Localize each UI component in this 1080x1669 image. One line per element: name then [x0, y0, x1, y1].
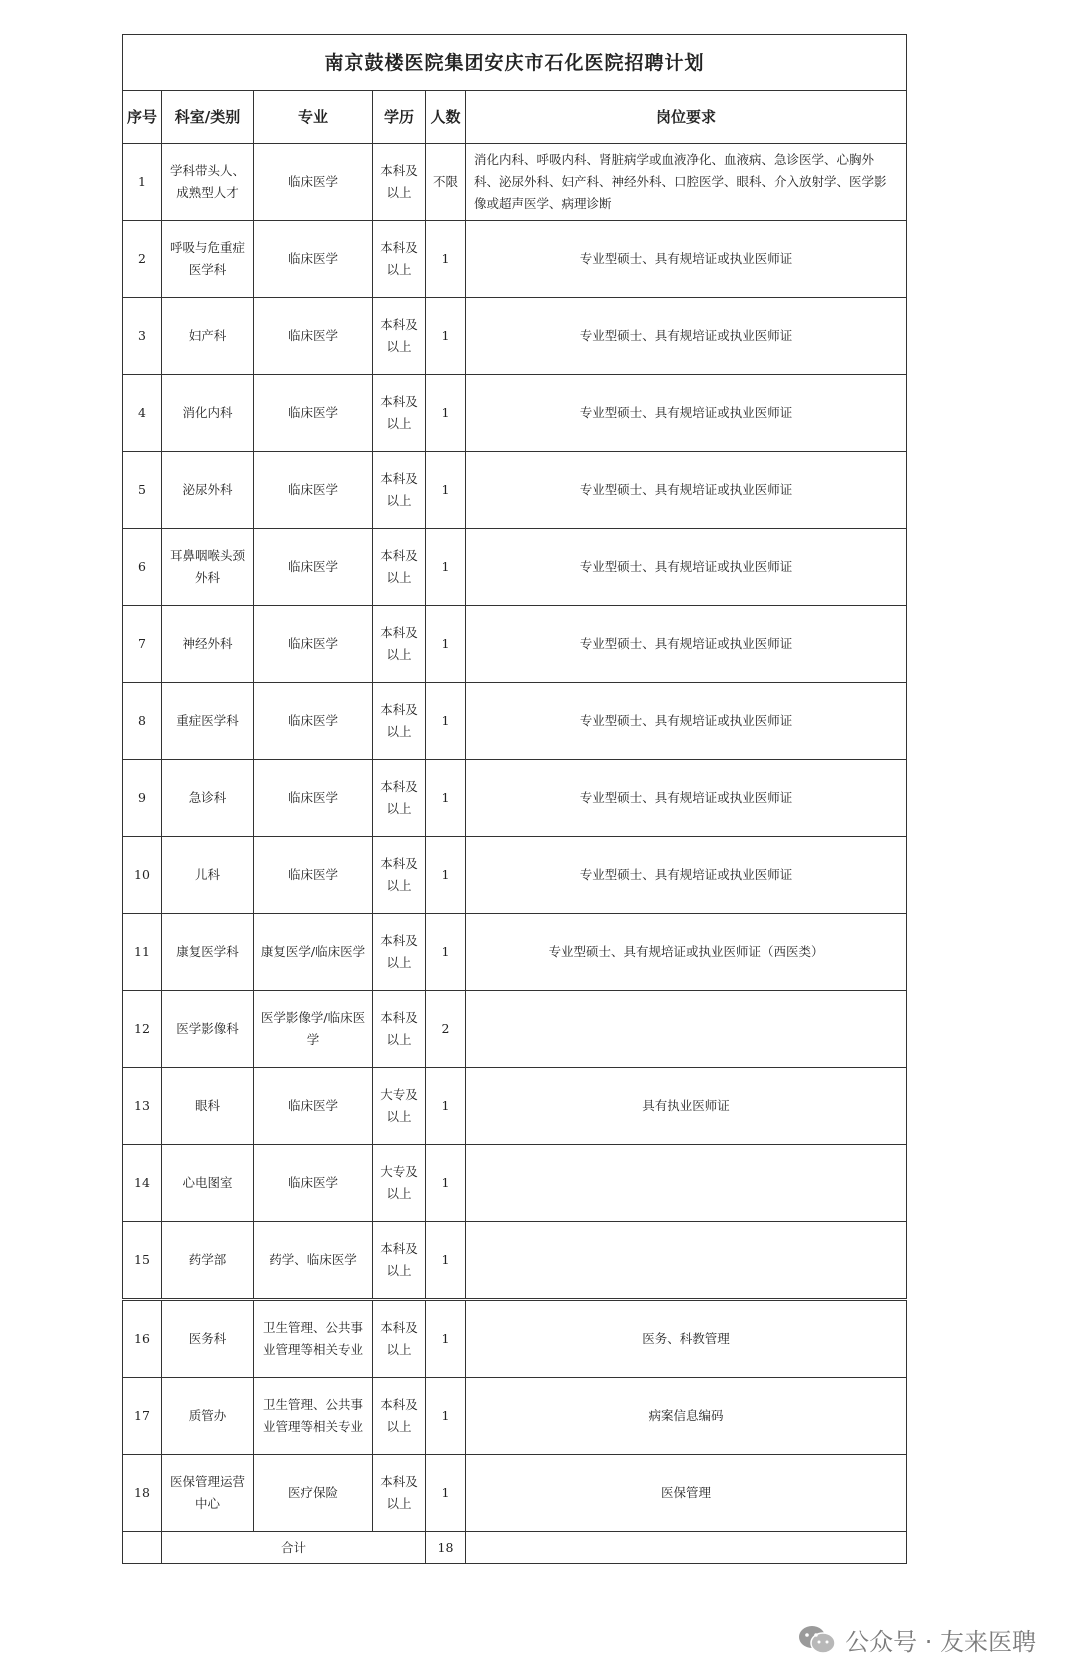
recruitment-table — [122, 34, 907, 1564]
row-major-cell: 卫生管理、公共事业管理等相关专业 — [254, 1300, 373, 1378]
row-no-cell: 16 — [123, 1300, 162, 1378]
row-no-cell: 2 — [123, 221, 162, 298]
row-dept-cell: 儿科 — [162, 837, 254, 914]
row-major-cell: 临床医学 — [254, 529, 373, 606]
row-req-cell: 病案信息编码 — [466, 1378, 907, 1455]
row-major-cell: 康复医学/临床医学 — [254, 914, 373, 991]
row-no-cell: 8 — [123, 683, 162, 760]
row-major-cell: 医疗保险 — [254, 1455, 373, 1532]
row-dept-cell: 康复医学科 — [162, 914, 254, 991]
row-major-cell: 临床医学 — [254, 221, 373, 298]
row-count-cell: 1 — [426, 1378, 466, 1455]
source-text: 公众号 · 友来医聘 — [845, 1628, 1036, 1656]
row-edu-cell: 本科及以上 — [373, 298, 426, 375]
table-title: 南京鼓楼医院集团安庆市石化医院招聘计划 — [123, 35, 907, 91]
row-major-cell: 临床医学 — [254, 144, 373, 221]
row-no-cell: 7 — [123, 606, 162, 683]
row-dept-cell: 急诊科 — [162, 760, 254, 837]
row-edu-cell: 本科及以上 — [373, 837, 426, 914]
row-dept-cell: 医务科 — [162, 1300, 254, 1378]
row-edu-cell: 本科及以上 — [373, 221, 426, 298]
row-major-cell: 临床医学 — [254, 683, 373, 760]
row-no-cell: 18 — [123, 1455, 162, 1532]
row-no-cell: 9 — [123, 760, 162, 837]
row-no-cell: 15 — [123, 1222, 162, 1300]
source-watermark — [797, 1622, 1036, 1657]
row-no-cell: 13 — [123, 1068, 162, 1145]
row-edu-cell: 本科及以上 — [373, 1378, 426, 1455]
row-major-cell: 卫生管理、公共事业管理等相关专业 — [254, 1378, 373, 1455]
table-row — [123, 683, 907, 760]
row-req-cell — [466, 1145, 907, 1222]
row-major-cell: 临床医学 — [254, 298, 373, 375]
row-count-cell: 1 — [426, 606, 466, 683]
total-req-blank — [466, 1532, 907, 1564]
header-count: 人数 — [426, 91, 466, 144]
row-no-cell: 5 — [123, 452, 162, 529]
row-dept-cell: 医保管理运营中心 — [162, 1455, 254, 1532]
header-no: 序号 — [123, 91, 162, 144]
table-row — [123, 452, 907, 529]
row-req-cell: 医保管理 — [466, 1455, 907, 1532]
row-count-cell: 不限 — [426, 144, 466, 221]
row-count-cell: 1 — [426, 1222, 466, 1300]
table-row — [123, 914, 907, 991]
table-row — [123, 991, 907, 1068]
row-count-cell: 1 — [426, 1300, 466, 1378]
row-dept-cell: 呼吸与危重症医学科 — [162, 221, 254, 298]
row-count-cell: 1 — [426, 1145, 466, 1222]
header-row — [123, 91, 907, 144]
header-req: 岗位要求 — [466, 91, 907, 144]
row-dept-cell: 学科带头人、成熟型人才 — [162, 144, 254, 221]
row-req-cell: 专业型硕士、具有规培证或执业医师证 — [466, 298, 907, 375]
row-edu-cell: 本科及以上 — [373, 991, 426, 1068]
row-dept-cell: 重症医学科 — [162, 683, 254, 760]
row-no-cell: 10 — [123, 837, 162, 914]
table-row — [123, 1455, 907, 1532]
row-dept-cell: 消化内科 — [162, 375, 254, 452]
row-req-cell: 专业型硕士、具有规培证或执业医师证 — [466, 529, 907, 606]
row-req-cell: 专业型硕士、具有规培证或执业医师证 — [466, 760, 907, 837]
total-blank — [123, 1532, 162, 1564]
row-major-cell: 临床医学 — [254, 452, 373, 529]
table-row — [123, 144, 907, 221]
row-req-cell: 具有执业医师证 — [466, 1068, 907, 1145]
row-dept-cell: 心电图室 — [162, 1145, 254, 1222]
row-edu-cell: 本科及以上 — [373, 529, 426, 606]
row-no-cell: 3 — [123, 298, 162, 375]
row-no-cell: 17 — [123, 1378, 162, 1455]
row-count-cell: 1 — [426, 1068, 466, 1145]
table-row — [123, 375, 907, 452]
row-major-cell: 临床医学 — [254, 760, 373, 837]
table-row — [123, 529, 907, 606]
row-req-cell: 专业型硕士、具有规培证或执业医师证 — [466, 606, 907, 683]
row-dept-cell: 耳鼻咽喉头颈外科 — [162, 529, 254, 606]
row-edu-cell: 本科及以上 — [373, 760, 426, 837]
row-major-cell: 药学、临床医学 — [254, 1222, 373, 1300]
table-row — [123, 1068, 907, 1145]
row-req-cell: 医务、科教管理 — [466, 1300, 907, 1378]
row-edu-cell: 本科及以上 — [373, 914, 426, 991]
row-dept-cell: 质管办 — [162, 1378, 254, 1455]
row-count-cell: 1 — [426, 221, 466, 298]
row-dept-cell: 妇产科 — [162, 298, 254, 375]
row-req-cell: 专业型硕士、具有规培证或执业医师证 — [466, 452, 907, 529]
row-no-cell: 6 — [123, 529, 162, 606]
row-count-cell: 1 — [426, 298, 466, 375]
row-edu-cell: 本科及以上 — [373, 1455, 426, 1532]
row-req-cell: 消化内科、呼吸内科、肾脏病学或血液净化、血液病、急诊医学、心胸外科、泌尿外科、妇产科、神经外科、口腔医学、眼科、介入放射学、医学影像或超声医学、病理诊断 — [466, 144, 907, 221]
row-dept-cell: 眼科 — [162, 1068, 254, 1145]
row-req-cell: 专业型硕士、具有规培证或执业医师证 — [466, 837, 907, 914]
row-count-cell: 2 — [426, 991, 466, 1068]
row-edu-cell: 大专及以上 — [373, 1145, 426, 1222]
row-edu-cell: 本科及以上 — [373, 452, 426, 529]
row-count-cell: 1 — [426, 452, 466, 529]
row-dept-cell: 神经外科 — [162, 606, 254, 683]
wechat-icon — [797, 1624, 837, 1656]
recruitment-document — [122, 34, 906, 1564]
row-major-cell: 临床医学 — [254, 375, 373, 452]
table-row — [123, 298, 907, 375]
row-count-cell: 1 — [426, 914, 466, 991]
row-count-cell: 1 — [426, 375, 466, 452]
header-dept: 科室/类别 — [162, 91, 254, 144]
row-major-cell: 医学影像学/临床医学 — [254, 991, 373, 1068]
row-major-cell: 临床医学 — [254, 1145, 373, 1222]
table-row — [123, 1222, 907, 1300]
row-count-cell: 1 — [426, 683, 466, 760]
row-req-cell: 专业型硕士、具有规培证或执业医师证 — [466, 683, 907, 760]
row-req-cell — [466, 1222, 907, 1300]
row-edu-cell: 本科及以上 — [373, 606, 426, 683]
row-no-cell: 11 — [123, 914, 162, 991]
row-major-cell: 临床医学 — [254, 606, 373, 683]
row-req-cell: 专业型硕士、具有规培证或执业医师证（西医类） — [466, 914, 907, 991]
row-count-cell: 1 — [426, 760, 466, 837]
header-major: 专业 — [254, 91, 373, 144]
row-major-cell: 临床医学 — [254, 837, 373, 914]
row-req-cell: 专业型硕士、具有规培证或执业医师证 — [466, 221, 907, 298]
total-row — [123, 1532, 907, 1564]
row-edu-cell: 本科及以上 — [373, 375, 426, 452]
row-dept-cell: 药学部 — [162, 1222, 254, 1300]
row-edu-cell: 本科及以上 — [373, 1300, 426, 1378]
table-row — [123, 760, 907, 837]
table-row — [123, 837, 907, 914]
row-count-cell: 1 — [426, 529, 466, 606]
total-count: 18 — [426, 1532, 466, 1564]
row-dept-cell: 医学影像科 — [162, 991, 254, 1068]
row-edu-cell: 本科及以上 — [373, 144, 426, 221]
row-no-cell: 1 — [123, 144, 162, 221]
row-edu-cell: 本科及以上 — [373, 1222, 426, 1300]
row-req-cell — [466, 991, 907, 1068]
row-no-cell: 14 — [123, 1145, 162, 1222]
header-edu: 学历 — [373, 91, 426, 144]
row-req-cell: 专业型硕士、具有规培证或执业医师证 — [466, 375, 907, 452]
row-count-cell: 1 — [426, 1455, 466, 1532]
row-no-cell: 4 — [123, 375, 162, 452]
row-major-cell: 临床医学 — [254, 1068, 373, 1145]
row-edu-cell: 大专及以上 — [373, 1068, 426, 1145]
total-label: 合计 — [162, 1532, 426, 1564]
table-row — [123, 1145, 907, 1222]
row-edu-cell: 本科及以上 — [373, 683, 426, 760]
row-no-cell: 12 — [123, 991, 162, 1068]
table-row — [123, 606, 907, 683]
row-count-cell: 1 — [426, 837, 466, 914]
row-dept-cell: 泌尿外科 — [162, 452, 254, 529]
table-row — [123, 1378, 907, 1455]
table-row — [123, 1300, 907, 1378]
table-row — [123, 221, 907, 298]
